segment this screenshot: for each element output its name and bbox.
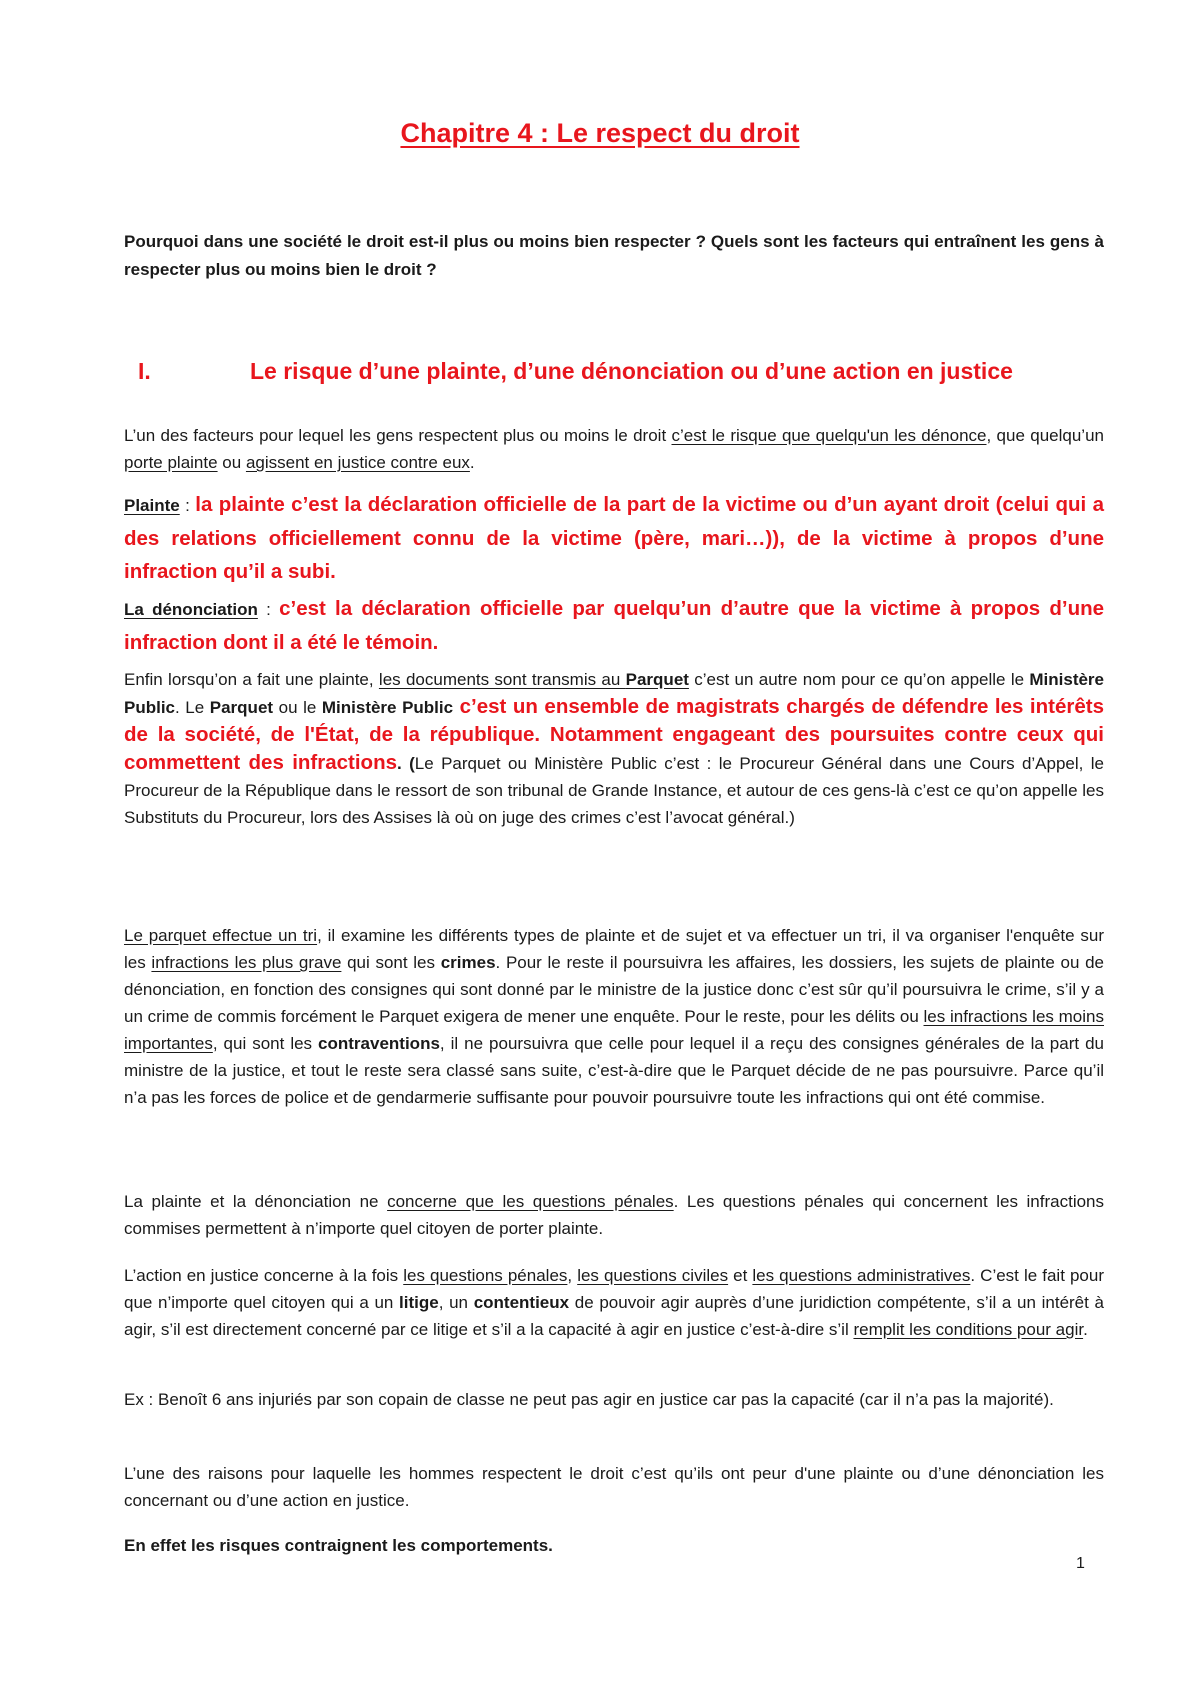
term-plainte: Plainte	[124, 496, 180, 515]
section-title: Le risque d’une plainte, d’une dénonciation ou d’une action en justice	[250, 358, 1013, 384]
term-denonciation: La dénonciation	[124, 600, 258, 619]
definition-plainte: Plainte : la plainte c’est la déclaration officielle de la part de la victime ou d’un ayant droit (celui qui a des relations officiellement connu de la victime (père, mari…)), de la victime à propos d’une infraction qu’il a subi.	[124, 493, 1104, 583]
paragraph-parquet: Enfin lorsqu’on a fait une plainte, les documents sont transmis au Parquet c’est un autre nom pour ce qu’on appelle le Ministère Public. Le Parquet ou le Ministère Public c’est un ensemble de magistrats chargés de défendre les intérêts de la société, de l'État, de la république. Notamment engageant des poursuites contre ceux qui commettent des infractions. (Le Parquet ou Ministère Public c’est : le Procureur Général dans une Cours d’Appel, le Procureur de la République dans le ressort de son tribunal de Grande Instance, et autour de ces gens-là c’est ce qu’on appelle les Substituts du Procureur, lors des Assises là où on juge des crimes c’est l’avocat général.)	[124, 670, 1105, 827]
page-number: 1	[1076, 1555, 1085, 1572]
paragraph-action-justice: L’action en justice concerne à la fois les questions pénales, les questions civiles et les questions administratives. C’est le fait pour que n’importe quel citoyen qui a un litige, un contentieux de pouvoir agir auprès d’une juridiction compétente, s’il a un intérêt à agir, s’il est directement concerné par ce litige et s’il a la capacité à agir en justice c’est-à-dire s’il remplit les conditions pour agir.	[124, 1266, 1105, 1339]
chapter-title: Chapitre 4 : Le respect du droit	[400, 118, 800, 148]
paragraph-conclusion: En effet les risques contraignent les comportements.	[124, 1536, 553, 1555]
section-number: I.	[138, 358, 151, 384]
paragraph-example: Ex : Benoît 6 ans injuriés par son copain de classe ne peut pas agir en justice car pas la capacité (car il n’a pas la majorité).	[124, 1390, 1054, 1409]
definition-denonciation: La dénonciation : c’est la déclaration officielle par quelqu’un d’autre que la victime à propos d’une infraction dont il a été le témoin.	[124, 597, 1105, 654]
paragraph-raisons: L’une des raisons pour laquelle les hommes respectent le droit c’est qu’ils ont peur d'une plainte ou d’une dénonciation les concernant ou d’une action en justice.	[124, 1464, 1104, 1510]
intro-question: Pourquoi dans une société le droit est-il plus ou moins bien respecter ? Quels sont les facteurs qui entraînent les gens à respecter plus ou moins bien le droit ?	[124, 232, 1104, 279]
paragraph-tri: Le parquet effectue un tri, il examine les différents types de plainte et de sujet et va effectuer un tri, il va organiser l'enquête sur les infractions les plus grave qui sont les crimes. Pour le reste il poursuivra les affaires, les dossiers, les sujets de plainte ou de dénonciation, en fonction des consignes qui sont donné par le ministre de la justice donc c’est sûr qu’il poursuivra le crime, s’il y a un crime de commis forcément le Parquet exigera de mener une enquête. Pour le reste, pour les délits ou les infractions les moins importantes, qui sont les contraventions, il ne poursuivra que celle pour lequel il a reçu des consignes générales de la part du ministre de la justice, et tout le reste sera classé sans suite, c’est-à-dire que le Parquet décide de ne pas poursuivre. Parce qu’il n’a pas les forces de police et de gendarmerie suffisante pour pouvoir poursuivre toute les infractions qui ont été commise.	[124, 926, 1104, 1107]
paragraph-questions-penales: La plainte et la dénonciation ne concerne que les questions pénales. Les questions pénales qui concernent les infractions commises permettent à n’importe quel citoyen de porter plainte.	[124, 1192, 1105, 1238]
paragraph-facteurs: L’un des facteurs pour lequel les gens respectent plus ou moins le droit c’est le risque que quelqu'un les dénonce, que quelqu’un porte plainte ou agissent en justice contre eux.	[124, 426, 1104, 472]
section-heading	[138, 358, 1098, 385]
